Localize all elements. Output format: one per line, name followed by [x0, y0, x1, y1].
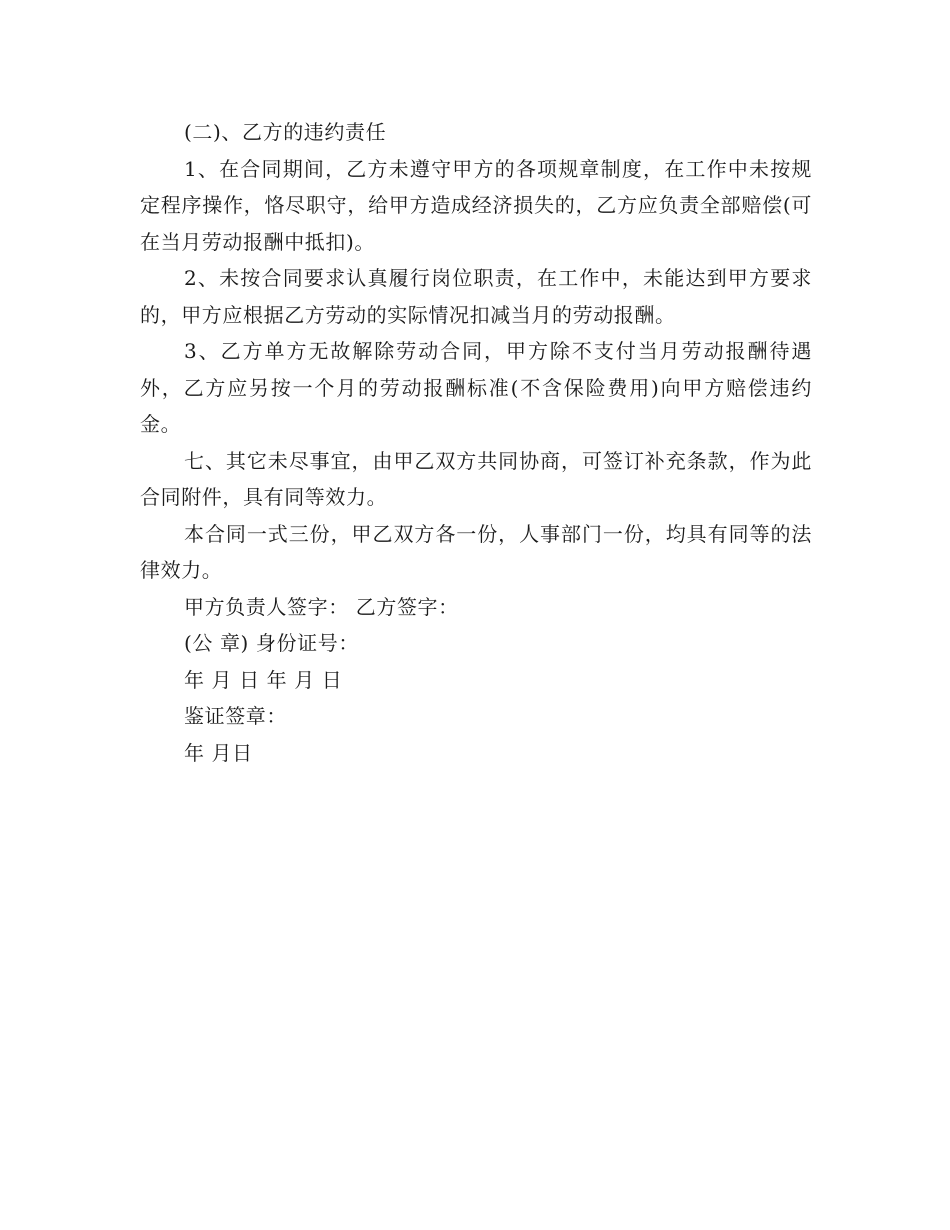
attestation-seal-line: 鉴证签章： — [184, 704, 287, 728]
section-heading-breach-liability: (二)、乙方的违约责任 — [184, 120, 387, 144]
date-line: 年 月 日 年 月 日 — [184, 667, 343, 692]
clause-2-salary-deduction: 2、未按合同要求认真履行岗位职责，在工作中，未能达到甲方要求的，甲方应根据乙方劳动的实际情况扣减当月的劳动报酬。 — [140, 266, 812, 327]
section-7-other-matters: 七、其它未尽事宜，由甲乙双方共同协商，可签订补充条款，作为此合同附件，具有同等效力。 — [140, 448, 812, 509]
clause-3-termination-penalty: 3、乙方单方无故解除劳动合同，甲方除不支付当月劳动报酬待遇外，乙方应另按一个月的劳动报酬标准(不含保险费用)向甲方赔偿违约金。 — [140, 339, 812, 436]
seal-id-line: (公 章) 身份证号： — [184, 631, 359, 655]
clause-1-compensation: 1、在合同期间，乙方未遵守甲方的各项规章制度，在工作中未按规定程序操作，恪尽职守，给甲方造成经济损失的，乙方应负责全部赔偿(可在当月劳动报酬中抵扣)。 — [140, 156, 812, 254]
signature-line: 甲方负责人签字： 乙方签字： — [184, 594, 459, 619]
document-body — [140, 114, 812, 771]
attestation-date-line: 年 月日 — [184, 740, 253, 765]
copies-clause: 本合同一式三份，甲乙双方各一份，人事部门一份，均具有同等的法律效力。 — [140, 521, 812, 582]
